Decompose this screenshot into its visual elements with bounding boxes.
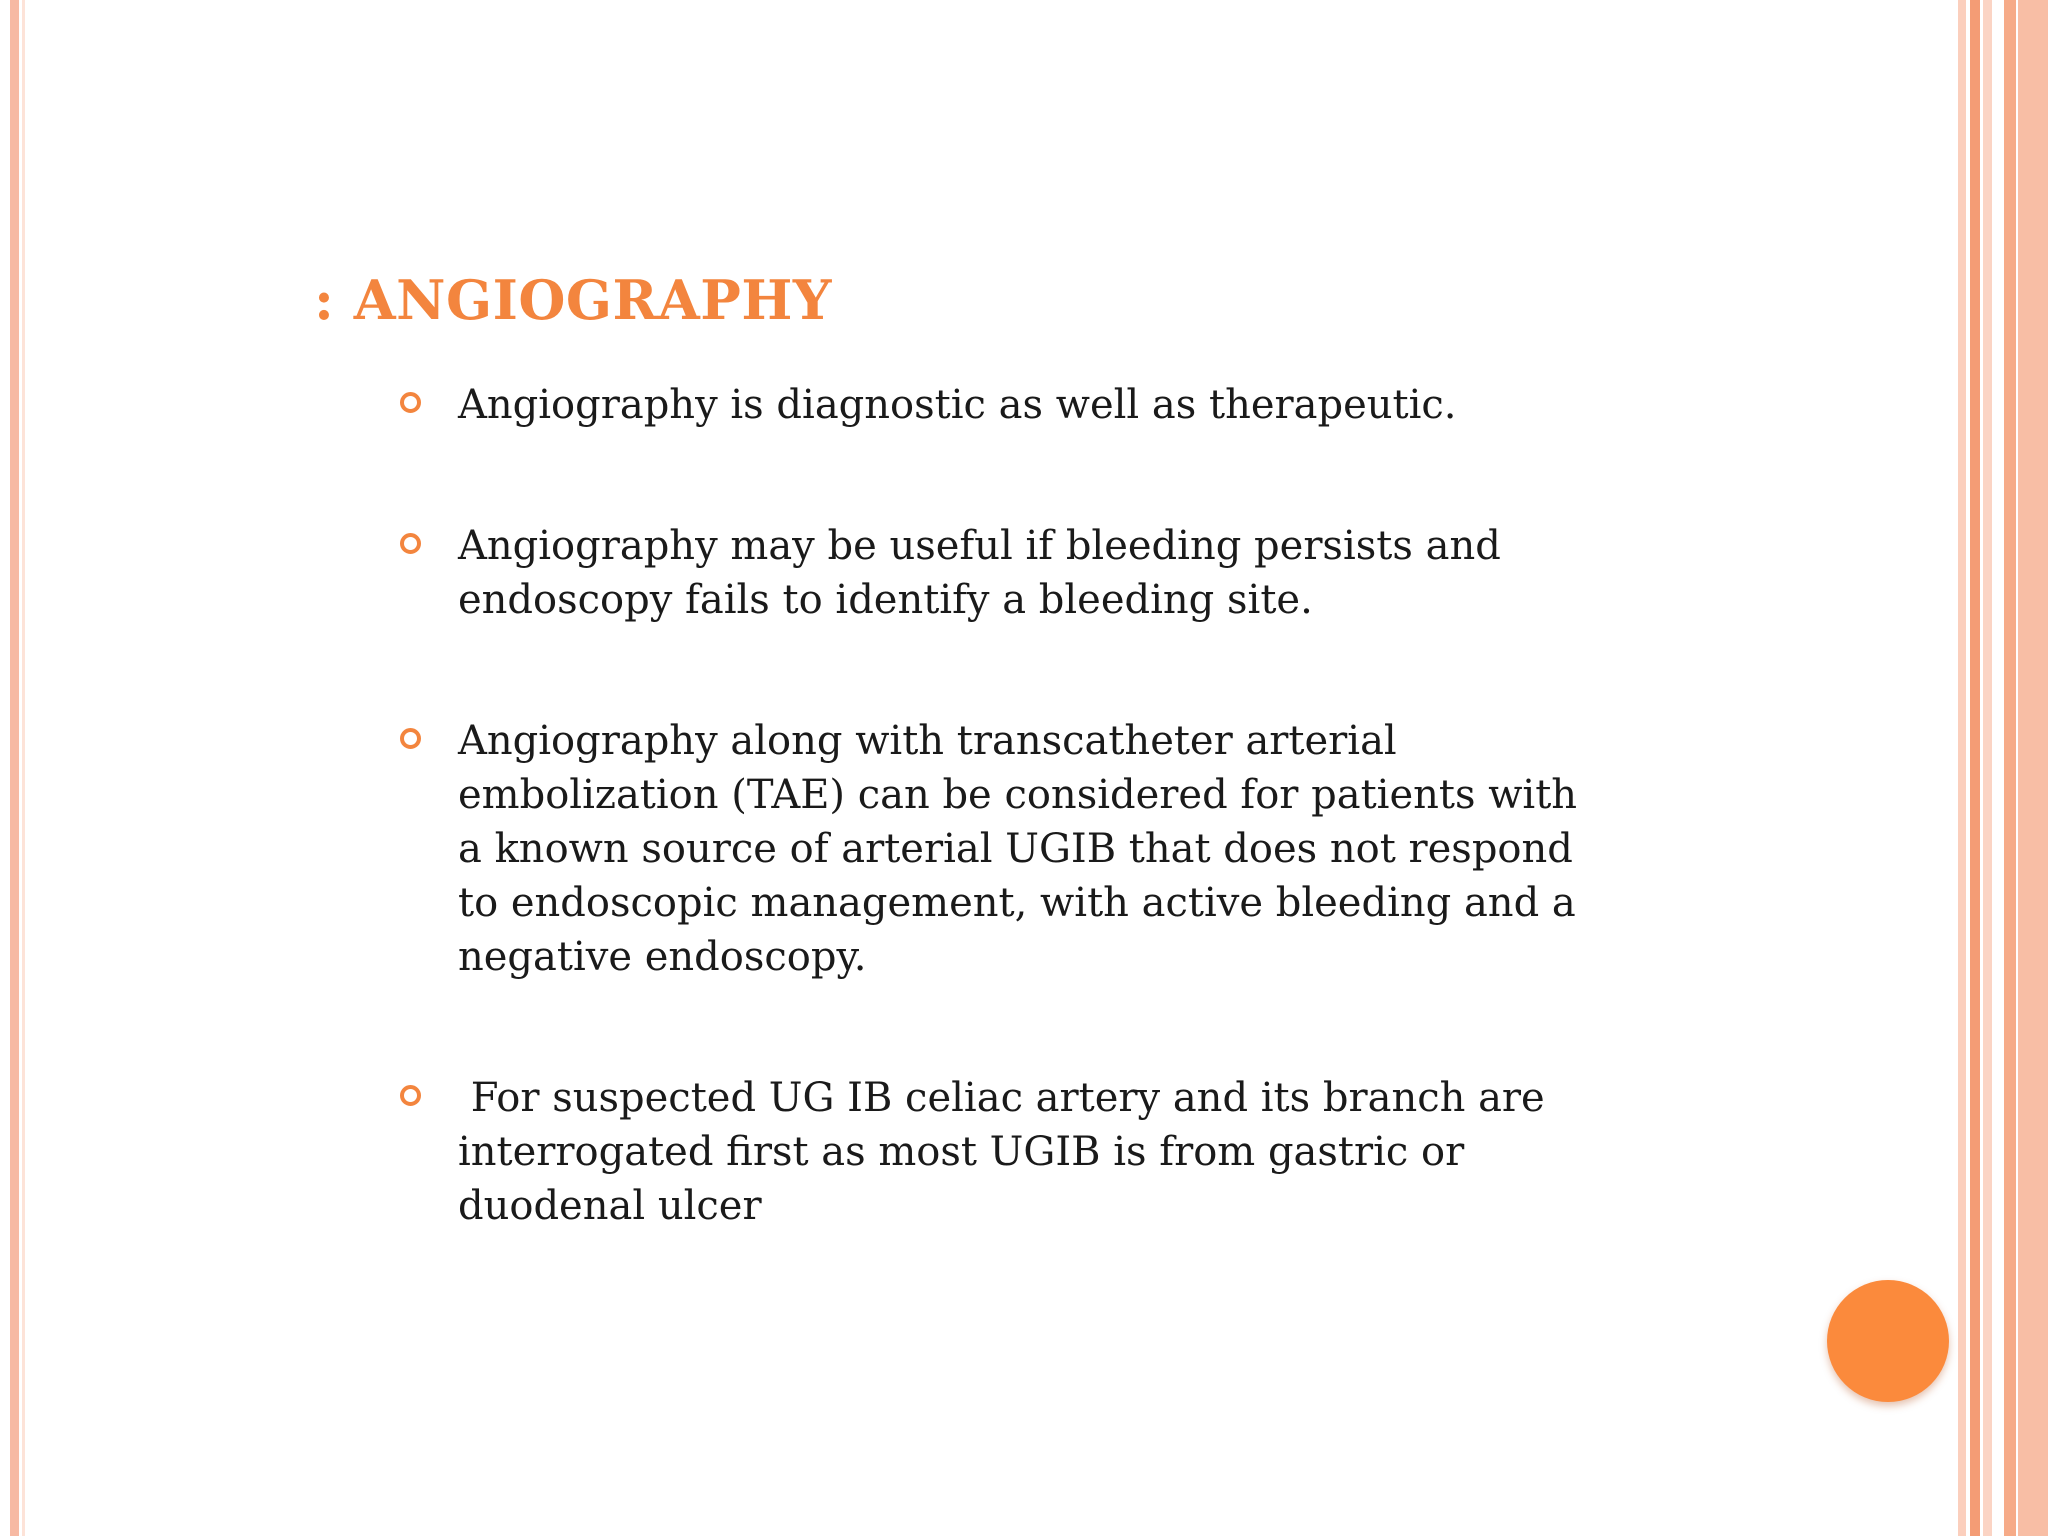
bullet-text: Angiography may be useful if bleeding persists and endoscopy fails to identify a bleeding site. (458, 523, 1501, 623)
bullet-item (400, 519, 1580, 627)
bullet-item (400, 378, 1580, 432)
right-border-stripe-4 (2004, 0, 2016, 1536)
bullet-text: Angiography is diagnostic as well as therapeutic. (458, 382, 1457, 428)
hollow-circle-icon (400, 533, 421, 554)
slide-title: : ANGIOGRAPHY (314, 268, 832, 332)
right-border-stripe-5 (2018, 0, 2048, 1536)
bullet-item (400, 1071, 1580, 1233)
hollow-circle-icon (400, 728, 421, 749)
bullet-list (400, 378, 1580, 1233)
right-border-stripe-3 (1983, 0, 1992, 1536)
bullet-text: Angiography along with transcatheter arterial embolization (TAE) can be considered for patients with a known source of arterial UGIB that does not respond to endoscopic management, with active bleeding and a negative endoscopy. (458, 718, 1578, 980)
bullet-item (400, 714, 1580, 984)
hollow-circle-icon (400, 1085, 421, 1106)
right-border-stripe-1 (1958, 0, 1966, 1536)
orange-circle-icon (1827, 1280, 1949, 1402)
left-border-stripe (10, 0, 19, 1536)
bullet-text: For suspected UG IB celiac artery and its branch are interrogated first as most UGIB is from gastric or duodenal ulcer (458, 1075, 1558, 1229)
left-border-stripe-inner (22, 0, 25, 1536)
hollow-circle-icon (400, 392, 421, 413)
right-border-stripe-2 (1970, 0, 1980, 1536)
